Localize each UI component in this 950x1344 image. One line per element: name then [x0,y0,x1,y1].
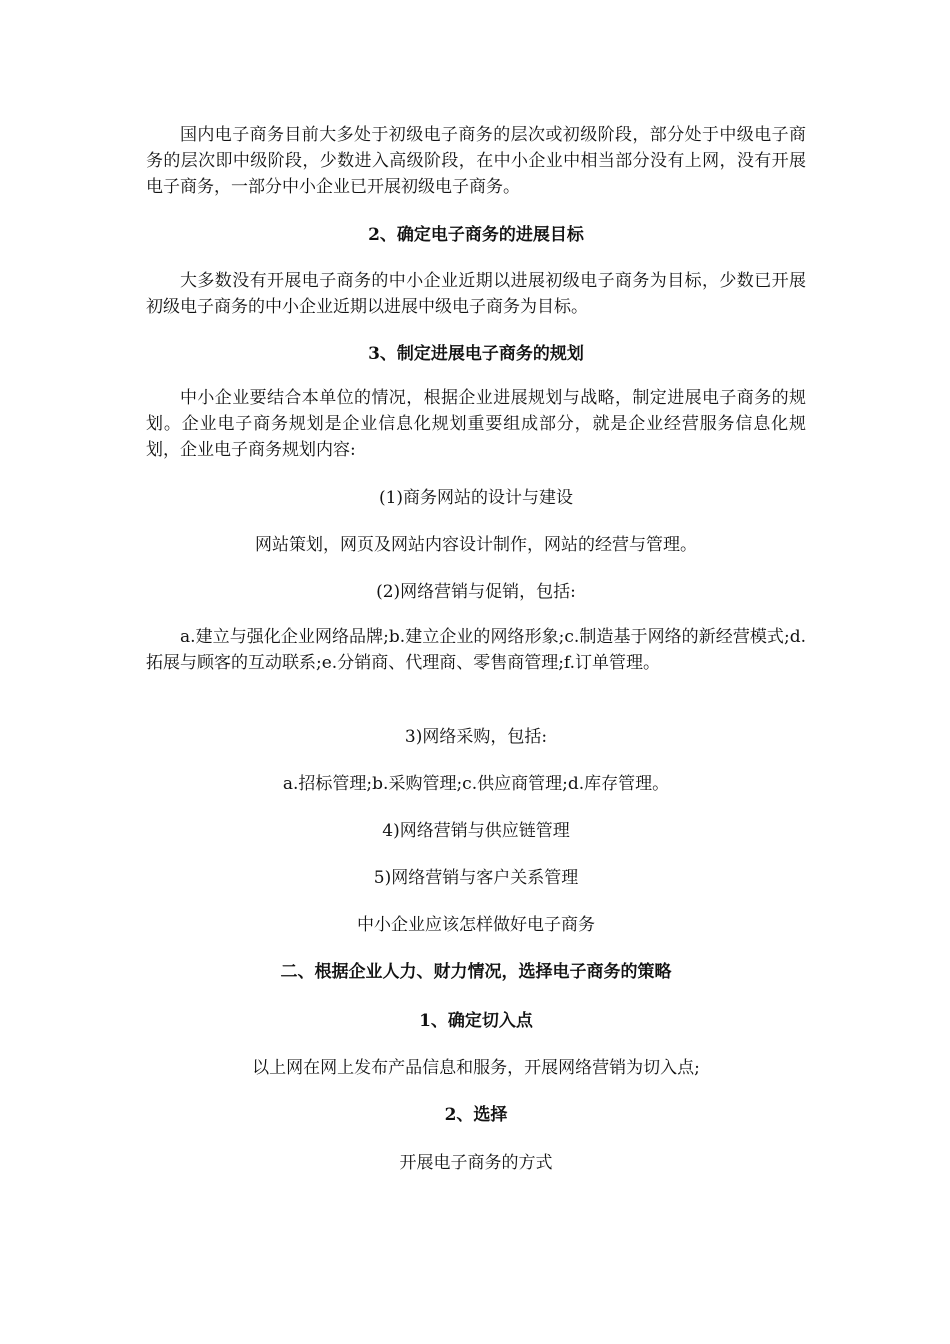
item-supply-chain: 4)网络营销与供应链管理 [382,821,570,841]
paragraph-marketing-list: a.建立与强化企业网络品牌;b.建立企业的网络形象;c.制造基于网络的新经营模式;d.拓展与顾客的互动联系;e.分销商、代理商、零售商管理;f.订单管理。 [146,627,806,673]
heading-set-goals: 2、确定电子商务的进展目标 [368,225,584,245]
item-network-procurement: 3)网络采购，包括: [404,727,548,747]
heading-entry-point: 1、确定切入点 [419,1011,533,1031]
paragraph-current-status: 国内电子商务目前大多处于初级电子商务的层次或初级阶段，部分处于中级电子商务的层次即中级阶段，少数进入高级阶段，在中小企业中相当部分没有上网，没有开展电子商务，一部分中小企业已开展初级电子商务。 [146,125,806,197]
item-network-marketing: (2)网络营销与促销，包括: [376,582,576,602]
paragraph-website: 网站策划，网页及网站内容设计制作，网站的经营与管理。 [255,535,697,555]
paragraph-method: 开展电子商务的方式 [399,1153,553,1173]
heading-choose: 2、选择 [444,1105,508,1125]
paragraph-entry-point: 以上网在网上发布产品信息和服务，开展网络营销为切入点; [252,1058,700,1078]
paragraph-procurement-list: a.招标管理;b.采购管理;c.供应商管理;d.库存管理。 [282,774,670,794]
item-crm: 5)网络营销与客户关系管理 [373,868,579,888]
paragraph-goals: 大多数没有开展电子商务的中小企业近期以进展初级电子商务为目标，少数已开展初级电子商务的中小企业近期以进展中级电子商务为目标。 [146,271,806,317]
item-website-design: (1)商务网站的设计与建设 [378,488,574,508]
subtitle-how-to: 中小企业应该怎样做好电子商务 [357,915,595,935]
paragraph-plan: 中小企业要结合本单位的情况，根据企业进展规划与战略，制定进展电子商务的规划。企业电子商务规划是企业信息化规划重要组成部分，就是企业经营服务信息化规划，企业电子商务规划内容: [146,388,806,460]
heading-make-plan: 3、制定进展电子商务的规划 [368,344,584,364]
heading-strategy: 二、根据企业人力、财力情况，选择电子商务的策略 [280,962,672,982]
